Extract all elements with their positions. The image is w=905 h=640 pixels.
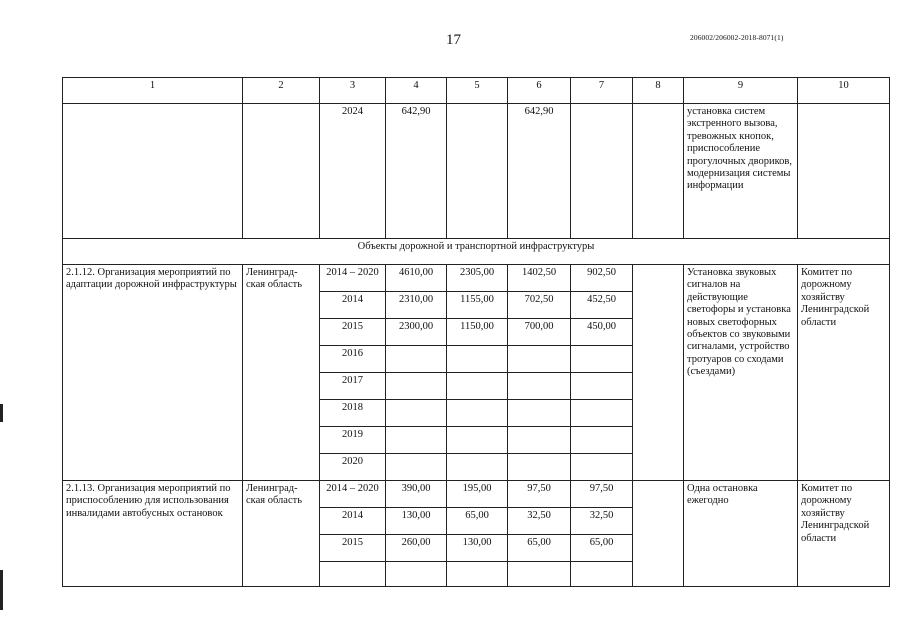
table-cell	[798, 104, 890, 239]
region-cell: Ленинград-ская область	[243, 265, 320, 481]
value-cell	[571, 400, 633, 427]
table-cell	[447, 104, 508, 239]
header-cell: 6	[508, 78, 571, 104]
table-cell	[447, 562, 508, 587]
year-cell: 2024	[320, 104, 386, 239]
value-cell: 700,00	[508, 319, 571, 346]
value-cell: 702,50	[508, 292, 571, 319]
value-cell: 390,00	[386, 481, 447, 508]
table-row	[63, 265, 890, 292]
value-cell	[386, 346, 447, 373]
table-row	[63, 481, 890, 508]
value-cell: 32,50	[571, 508, 633, 535]
description-cell: установка систем экстренного вызова, тревожных кнопок, приспособление прогулочных двориков, модернизация системы информации	[684, 104, 798, 239]
value-cell	[571, 373, 633, 400]
value-cell	[508, 400, 571, 427]
value-cell: 642,90	[508, 104, 571, 239]
value-cell: 1402,50	[508, 265, 571, 292]
header-cell: 4	[386, 78, 447, 104]
header-cell: 5	[447, 78, 508, 104]
value-cell: 4610,00	[386, 265, 447, 292]
value-cell	[386, 400, 447, 427]
value-cell	[386, 454, 447, 481]
value-cell	[508, 427, 571, 454]
value-cell	[447, 346, 508, 373]
year-cell: 2016	[320, 346, 386, 373]
table-cell	[571, 562, 633, 587]
header-cell: 2	[243, 78, 320, 104]
header-cell: 1	[63, 78, 243, 104]
value-cell: 450,00	[571, 319, 633, 346]
value-cell: 130,00	[386, 508, 447, 535]
value-cell: 260,00	[386, 535, 447, 562]
table-cell	[571, 104, 633, 239]
value-cell	[386, 427, 447, 454]
value-cell: 97,50	[508, 481, 571, 508]
description-cell: Установка звуковых сигналов на действующие светофоры и установка новых светофорных объектов со звуковыми сигналами, устройство тротуаров со сходами (съездами)	[684, 265, 798, 481]
value-cell	[447, 427, 508, 454]
table-cell	[508, 562, 571, 587]
scan-edge-mark	[0, 570, 3, 610]
year-cell: 2014 – 2020	[320, 481, 386, 508]
value-cell: 2310,00	[386, 292, 447, 319]
value-cell: 1155,00	[447, 292, 508, 319]
year-cell: 2018	[320, 400, 386, 427]
region-cell: Ленинград-ская область	[243, 481, 320, 587]
header-cell: 10	[798, 78, 890, 104]
table-cell	[243, 104, 320, 239]
responsible-cell: Комитет по дорожному хозяйству Ленинградской области	[798, 481, 890, 587]
header-cell: 3	[320, 78, 386, 104]
responsible-cell: Комитет по дорожному хозяйству Ленинградской области	[798, 265, 890, 481]
year-cell: 2017	[320, 373, 386, 400]
year-cell: 2019	[320, 427, 386, 454]
item-name-cell: 2.1.13. Организация мероприятий по приспособлению для использования инвалидами автобусных остановок	[63, 481, 243, 587]
value-cell: 97,50	[571, 481, 633, 508]
value-cell	[386, 373, 447, 400]
value-cell	[447, 400, 508, 427]
value-cell: 1150,00	[447, 319, 508, 346]
table-cell	[633, 265, 684, 481]
value-cell	[571, 454, 633, 481]
value-cell: 2300,00	[386, 319, 447, 346]
value-cell: 32,50	[508, 508, 571, 535]
table-cell	[63, 104, 243, 239]
table-row	[63, 104, 890, 239]
value-cell: 452,50	[571, 292, 633, 319]
year-cell: 2020	[320, 454, 386, 481]
value-cell: 65,00	[508, 535, 571, 562]
value-cell: 65,00	[571, 535, 633, 562]
value-cell	[571, 427, 633, 454]
year-cell: 2014 – 2020	[320, 265, 386, 292]
section-title: Объекты дорожной и транспортной инфраструктуры	[63, 239, 890, 265]
value-cell: 2305,00	[447, 265, 508, 292]
header-cell: 7	[571, 78, 633, 104]
value-cell	[447, 373, 508, 400]
table-cell	[386, 562, 447, 587]
header-row	[63, 78, 890, 104]
table-cell	[633, 104, 684, 239]
value-cell: 195,00	[447, 481, 508, 508]
value-cell	[571, 346, 633, 373]
year-cell: 2015	[320, 319, 386, 346]
value-cell	[508, 454, 571, 481]
value-cell: 65,00	[447, 508, 508, 535]
header-cell: 9	[684, 78, 798, 104]
document-code: 206002/206002-2018-8071(1)	[690, 33, 784, 42]
description-cell: Одна остановка ежегодно	[684, 481, 798, 587]
year-cell: 2015	[320, 535, 386, 562]
value-cell: 902,50	[571, 265, 633, 292]
value-cell	[508, 346, 571, 373]
year-cell: 2014	[320, 292, 386, 319]
table-cell	[320, 562, 386, 587]
value-cell: 642,90	[386, 104, 447, 239]
section-header-row	[63, 239, 890, 265]
value-cell: 130,00	[447, 535, 508, 562]
program-table	[62, 77, 890, 587]
table-cell	[633, 481, 684, 587]
value-cell	[447, 454, 508, 481]
page-number: 17	[446, 32, 461, 48]
value-cell	[508, 373, 571, 400]
year-cell: 2014	[320, 508, 386, 535]
header-cell: 8	[633, 78, 684, 104]
scan-edge-mark	[0, 404, 3, 422]
item-name-cell: 2.1.12. Организация мероприятий по адаптации дорожной инфраструктуры	[63, 265, 243, 481]
